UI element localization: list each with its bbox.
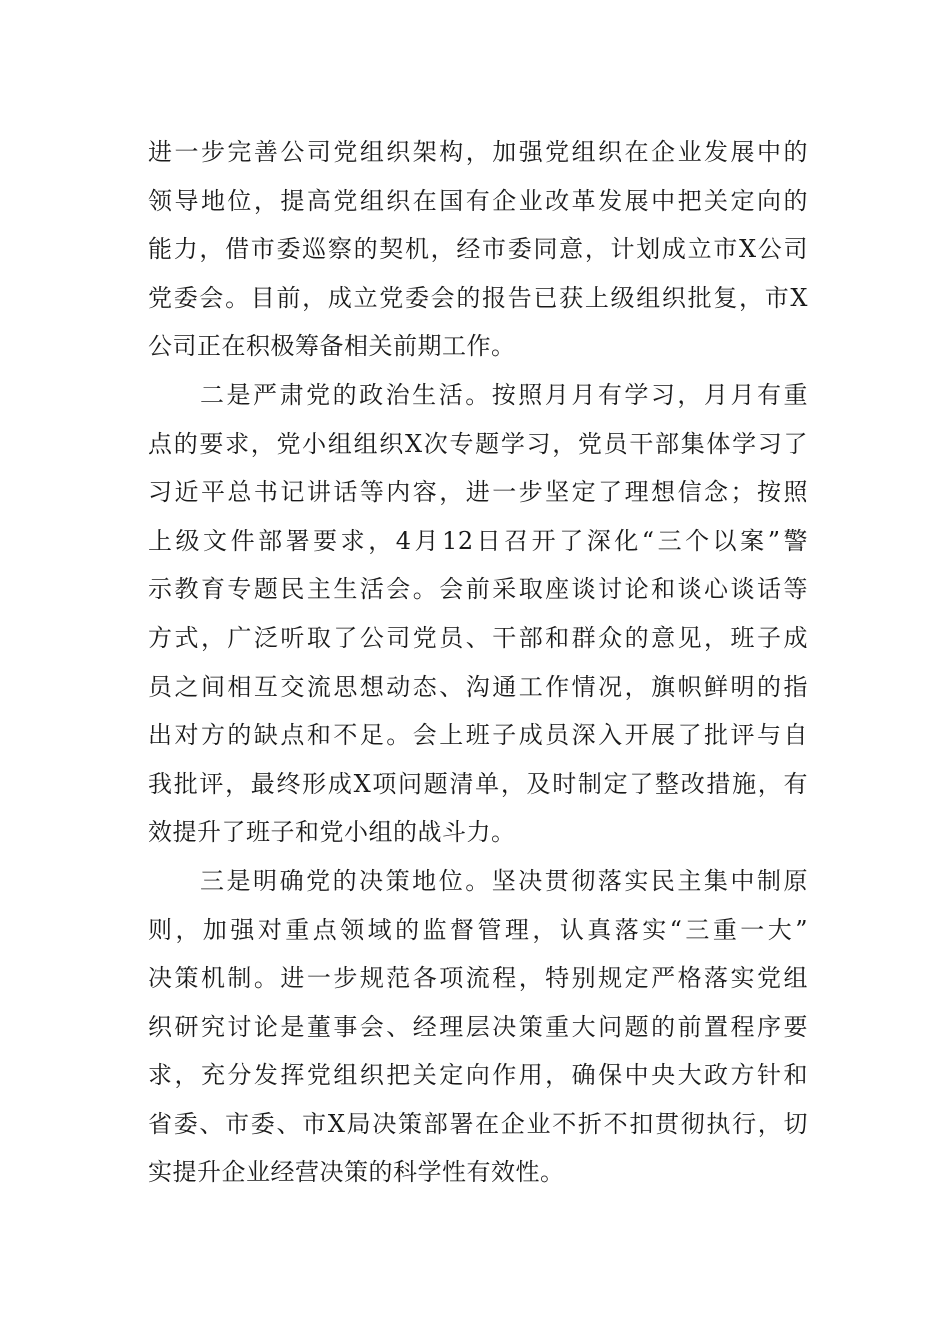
text-line: 习近平总书记讲话等内容，进一步坚定了理想信念；按照 (148, 478, 808, 507)
text-line: 三是明确党的决策地位。坚决贯彻落实民主集中制原 (200, 866, 808, 895)
text-line: 能力，借市委巡察的契机，经市委同意，计划成立市X公司 (148, 235, 808, 264)
text-line: 织研究讨论是董事会、经理层决策重大问题的前置程序要 (148, 1012, 808, 1041)
text-line: 方式，广泛听取了公司党员、干部和群众的意见，班子成 (148, 623, 808, 652)
text-line: 效提升了班子和党小组的战斗力。 (148, 818, 516, 847)
text-line: 决策机制。进一步规范各项流程，特别规定严格落实党组 (148, 964, 808, 993)
paragraph-org-structure (148, 128, 808, 371)
text-line: 出对方的缺点和不足。会上班子成员深入开展了批评与自 (148, 721, 808, 750)
text-line: 二是严肃党的政治生活。按照月月有学习，月月有重 (200, 380, 808, 409)
text-line: 示教育专题民主生活会。会前采取座谈讨论和谈心谈话等 (148, 575, 808, 604)
text-line: 点的要求，党小组组织X次专题学习，党员干部集体学习了 (148, 429, 808, 458)
paragraph-decision-making (148, 857, 808, 1197)
text-line: 进一步完善公司党组织架构，加强党组织在企业发展中的 (148, 138, 808, 166)
document-body (148, 128, 808, 1197)
text-line: 省委、市委、市X局决策部署在企业不折不扣贯彻执行，切 (148, 1109, 808, 1138)
paragraph-political-life (148, 371, 808, 857)
text-line: 求，充分发挥党组织把关定向作用，确保中央大政方针和 (148, 1061, 808, 1090)
text-line: 党委会。目前，成立党委会的报告已获上级组织批复，市X (148, 283, 808, 312)
text-line: 实提升企业经营决策的科学性有效性。 (148, 1158, 565, 1187)
text-line: 领导地位，提高党组织在国有企业改革发展中把关定向的 (148, 186, 808, 215)
text-line: 公司正在积极筹备相关前期工作。 (148, 332, 516, 361)
text-line: 员之间相互交流思想动态、沟通工作情况，旗帜鲜明的指 (148, 672, 808, 701)
text-line: 上级文件部署要求，4月12日召开了深化“三个以案”警 (148, 526, 808, 555)
text-line: 我批评，最终形成X项问题清单，及时制定了整改措施，有 (148, 769, 808, 798)
text-line: 则，加强对重点领域的监督管理，认真落实“三重一大” (148, 915, 808, 944)
